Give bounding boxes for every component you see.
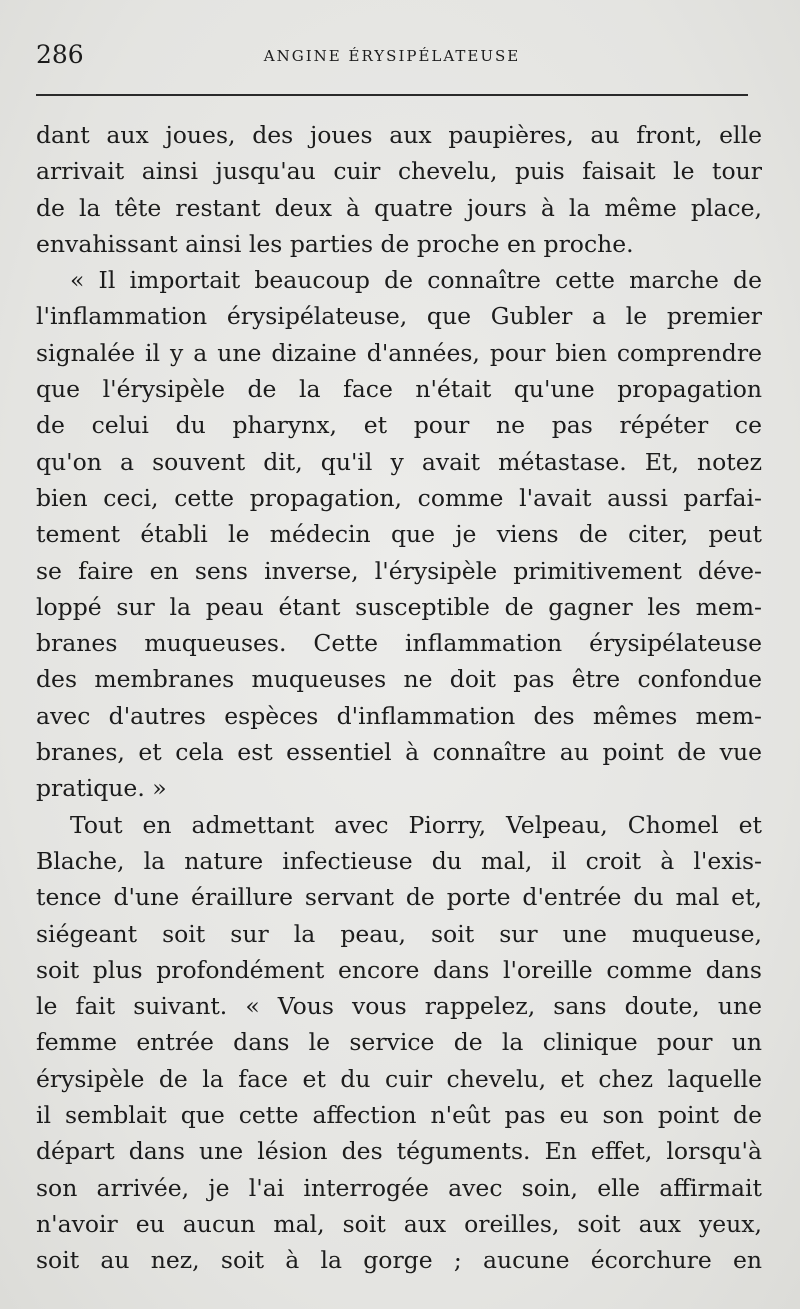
page-header: [36, 40, 748, 80]
text-line: le fait suivant. « Vous vous rappelez, sans doute, une: [36, 992, 762, 1021]
text-line: envahissant ainsi les parties de proche en proche.: [36, 229, 634, 258]
text-line: Tout en admettant avec Piorry, Velpeau, Chomel et: [70, 810, 762, 839]
text-line: femme entrée dans le service de la clinique pour un: [36, 1028, 762, 1057]
text-line: avec d'autres espèces d'inflammation des mêmes mem-: [36, 701, 762, 730]
running-title: ANGINE ÉRYSIPÉLATEUSE: [263, 47, 521, 65]
header-rule: [36, 94, 748, 96]
text-line: soit au nez, soit à la gorge ; aucune écorchure en: [36, 1246, 762, 1275]
text-line: qu'on a souvent dit, qu'il y avait métastase. Et, notez: [36, 447, 762, 476]
text-line: bien ceci, cette propagation, comme l'avait aussi parfai-: [36, 483, 762, 512]
text-line: tence d'une éraillure servant de porte d'entrée du mal et,: [36, 883, 762, 912]
text-line: branes muqueuses. Cette inflammation érysipélateuse: [36, 629, 762, 658]
text-line: pratique. »: [36, 774, 167, 803]
text-line: n'avoir eu aucun mal, soit aux oreilles, soit aux yeux,: [36, 1209, 762, 1238]
text-line: loppé sur la peau étant susceptible de gagner les mem-: [36, 592, 762, 621]
text-line: érysipèle de la face et du cuir chevelu, et chez laquelle: [36, 1064, 762, 1093]
text-line: arrivait ainsi jusqu'au cuir chevelu, puis faisait le tour: [36, 157, 762, 186]
text-line: départ dans une lésion des téguments. En effet, lorsqu'à: [36, 1137, 762, 1166]
text-line: Blache, la nature infectieuse du mal, il croit à l'exis-: [36, 846, 762, 875]
text-line: « Il importait beaucoup de connaître cette marche de: [70, 266, 762, 295]
text-line: dant aux joues, des joues aux paupières, au front, elle: [36, 121, 762, 149]
text-line: de celui du pharynx, et pour ne pas répéter ce: [36, 411, 762, 440]
text-line: branes, et cela est essentiel à connaître au point de vue: [36, 738, 762, 767]
page-number: 286: [36, 40, 84, 69]
text-line: signalée il y a une dizaine d'années, pour bien comprendre: [36, 338, 762, 367]
text-line: de la tête restant deux à quatre jours à la même place,: [36, 193, 762, 222]
text-line: que l'érysipèle de la face n'était qu'une propagation: [36, 375, 762, 404]
text-line: l'inflammation érysipélateuse, que Gubler a le premier: [36, 302, 762, 331]
text-line: tement établi le médecin que je viens de citer, peut: [36, 520, 762, 549]
text-line: il semblait que cette affection n'eût pas eu son point de: [36, 1101, 762, 1130]
body-text: [36, 117, 762, 1279]
text-line: des membranes muqueuses ne doit pas être confondue: [36, 665, 762, 694]
text-line: soit plus profondément encore dans l'oreille comme dans: [36, 955, 762, 984]
text-line: siégeant soit sur la peau, soit sur une muqueuse,: [36, 919, 762, 948]
text-line: se faire en sens inverse, l'érysipèle primitivement déve-: [36, 556, 762, 585]
text-line: son arrivée, je l'ai interrogée avec soin, elle affirmait: [36, 1173, 762, 1202]
